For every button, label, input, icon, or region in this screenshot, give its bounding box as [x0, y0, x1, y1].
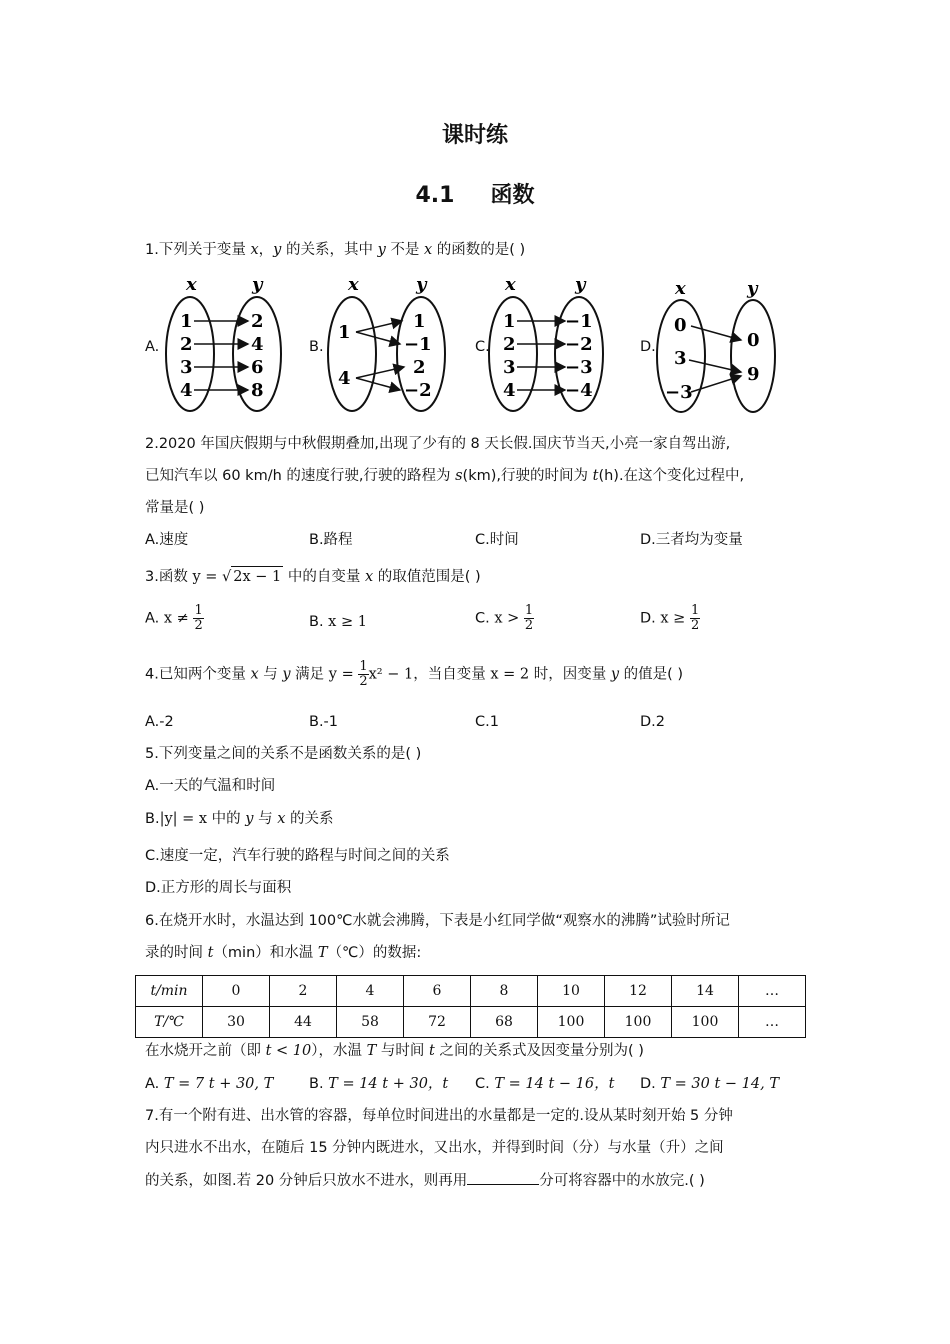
range-value: 1 [413, 311, 426, 332]
q1-option-d-label: D. [640, 339, 656, 355]
radical-expression: 2x − 1 [231, 566, 283, 587]
section-heading [0, 178, 950, 209]
mapping-arrow [356, 378, 400, 390]
question-2-line-2: 已知汽车以 60 km/h 的速度行驶,行驶的路程为 s(km),行驶的时间为 t(h).在这个变化过程中, [145, 468, 745, 484]
answer-blank[interactable] [467, 1170, 539, 1185]
q4-option-c: C.1 [475, 714, 499, 730]
q5-option-a: A.一天的气温和时间 [145, 778, 276, 794]
q3-option-c: C. x > $\frac{1}{2}$ [475, 603, 534, 633]
fraction: $\frac{1}{2}$ [524, 603, 534, 633]
domain-value: 2 [180, 334, 193, 355]
q2-option-b: B.路程 [309, 532, 353, 548]
table-cell: … [739, 976, 806, 1007]
range-value: 8 [251, 380, 264, 401]
domain-value: 2 [503, 334, 516, 355]
question-4-stem: 4.已知两个变量 x 与 y 满足 y = $\frac{1}{2}$ x² − 1，当自变量 x = 2 时，因变量 y 的值是( ) [145, 659, 684, 689]
domain-value: 3 [180, 357, 193, 378]
fraction: $\frac{1}{2}$ [359, 659, 368, 689]
axis-x-label: x [186, 274, 197, 295]
fraction: $\frac{1}{2}$ [690, 603, 700, 633]
q4-option-d: D.2 [640, 714, 665, 730]
range-value: −4 [565, 380, 593, 401]
q1-option-c-diagram [487, 272, 617, 414]
table-row [136, 976, 806, 1007]
q1-option-a-diagram [158, 272, 288, 414]
table-row [136, 1007, 806, 1038]
q6-option-a: A. T = 7 t + 30, T [145, 1076, 274, 1092]
table-cell: 44 [270, 1007, 337, 1038]
mapping-arrow [356, 367, 404, 378]
table-cell: … [739, 1007, 806, 1038]
question-6-follow-up: 在水烧开之前（即 t < 10），水温 T 与时间 t 之间的关系式及因变量分别为( ) [145, 1043, 644, 1059]
q2-option-a: A.速度 [145, 532, 189, 548]
domain-value: 4 [180, 380, 193, 401]
table-cell: 72 [404, 1007, 471, 1038]
range-ellipse [731, 300, 775, 412]
domain-value: 4 [503, 380, 516, 401]
table-cell: 68 [471, 1007, 538, 1038]
table-cell: 2 [270, 976, 337, 1007]
table-cell: 100 [605, 1007, 672, 1038]
table-cell: 58 [337, 1007, 404, 1038]
q1-option-a-label: A. [145, 339, 160, 355]
axis-y-label: y [747, 278, 758, 299]
q1-option-b-label: B. [309, 339, 324, 355]
page-title: 课时练 [441, 123, 508, 148]
q1-option-d-diagram [655, 272, 785, 414]
mapping-arrow [356, 332, 400, 344]
range-value: −1 [565, 311, 593, 332]
question-2-line-3: 常量是( ) [145, 500, 205, 516]
axis-x-label: x [505, 274, 516, 295]
table-cell: 100 [672, 1007, 739, 1038]
table-cell: 8 [471, 976, 538, 1007]
time-temperature-table [135, 975, 806, 1038]
q6-option-b: B. T = 14 t + 30，t [309, 1076, 449, 1092]
question-6-line-1: 6.在烧开水时，水温达到 100℃水就会沸腾，下表是小红同学做“观察水的沸腾”试验时所记 [145, 913, 730, 929]
axis-y-label: y [252, 274, 263, 295]
q4-option-a: A.-2 [145, 714, 174, 730]
table-cell: 100 [538, 1007, 605, 1038]
mapping-arrow [689, 360, 741, 372]
q4-option-b: B.-1 [309, 714, 339, 730]
range-value: 2 [251, 311, 264, 332]
range-value: 4 [251, 334, 264, 355]
table-cell: 30 [203, 1007, 270, 1038]
question-6-line-2: 录的时间 t（min）和水温 T（℃）的数据: [145, 945, 422, 961]
q2-option-d: D.三者均为变量 [640, 532, 743, 548]
range-value: 2 [413, 357, 426, 378]
question-5-stem: 5.下列变量之间的关系不是函数关系的是( ) [145, 746, 422, 762]
range-value: −3 [565, 357, 593, 378]
range-value: 9 [747, 364, 760, 385]
domain-value: 1 [503, 311, 516, 332]
axis-x-label: x [675, 278, 686, 299]
row-header: T/℃ [136, 1007, 203, 1038]
row-header: t/min [136, 976, 203, 1007]
fraction: $\frac{1}{2}$ [194, 603, 203, 633]
mapping-arrow [356, 321, 402, 332]
axis-x-label: x [348, 274, 359, 295]
domain-value: −3 [665, 382, 693, 403]
domain-value: 3 [503, 357, 516, 378]
q6-option-d: D. T = 30 t − 14, T [640, 1076, 780, 1092]
question-7-line-1: 7.有一个附有进、出水管的容器，每单位时间进出的水量都是一定的.设从某时刻开始 5 分钟 [145, 1108, 733, 1124]
domain-ellipse [328, 297, 376, 411]
table-cell: 6 [404, 976, 471, 1007]
domain-value: 0 [674, 315, 687, 336]
axis-y-label: y [575, 274, 586, 295]
axis-y-label: y [416, 274, 427, 295]
domain-value: 4 [338, 368, 351, 389]
q5-option-c: C.速度一定，汽车行驶的路程与时间之间的关系 [145, 848, 450, 864]
range-value: 0 [747, 330, 760, 351]
question-7-line-3: 的关系，如图.若 20 分钟后只放水不进水，则再用 分可将容器中的水放完.( ) [145, 1170, 705, 1191]
q1-option-b-diagram [322, 272, 452, 414]
domain-value: 3 [674, 348, 687, 369]
q2-option-c: C.时间 [475, 532, 519, 548]
range-value: −2 [404, 380, 432, 401]
q3-option-a: A. x ≠ $\frac{1}{2}$ [145, 603, 203, 633]
table-cell: 10 [538, 976, 605, 1007]
q3-option-b: B. x ≥ 1 [309, 614, 367, 630]
q1-option-c-label: C. [475, 339, 490, 355]
range-value: 6 [251, 357, 264, 378]
question-2-line-1: 2.2020 年国庆假期与中秋假期叠加,出现了少有的 8 天长假.国庆节当天,小亮一家自驾出游, [145, 436, 731, 452]
range-value: −1 [404, 334, 432, 355]
table-cell: 4 [337, 976, 404, 1007]
question-7-line-2: 内只进水不出水，在随后 15 分钟内既进水，又出水，并得到时间（分）与水量（升）之间 [145, 1140, 724, 1156]
domain-value: 1 [338, 322, 351, 343]
question-1-stem: 1.下列关于变量 x，y 的关系，其中 y 不是 x 的函数的是( ) [145, 242, 526, 258]
table-cell: 0 [203, 976, 270, 1007]
q5-option-d: D.正方形的周长与面积 [145, 880, 292, 896]
range-value: −2 [565, 334, 593, 355]
section-name: 函数 [490, 183, 535, 208]
q3-option-d: D. x ≥ $\frac{1}{2}$ [640, 603, 700, 633]
q6-option-c: C. T = 14 t − 16，t [475, 1076, 615, 1092]
section-number: 4.1 [415, 183, 455, 208]
table-cell: 14 [672, 976, 739, 1007]
q5-option-b: B.|y| = x 中的 y 与 x 的关系 [145, 811, 334, 827]
table-cell: 12 [605, 976, 672, 1007]
domain-value: 1 [180, 311, 193, 332]
question-3-stem: 3.函数 y = √ 2x − 1 中的自变量 x 的取值范围是( ) [145, 566, 481, 587]
